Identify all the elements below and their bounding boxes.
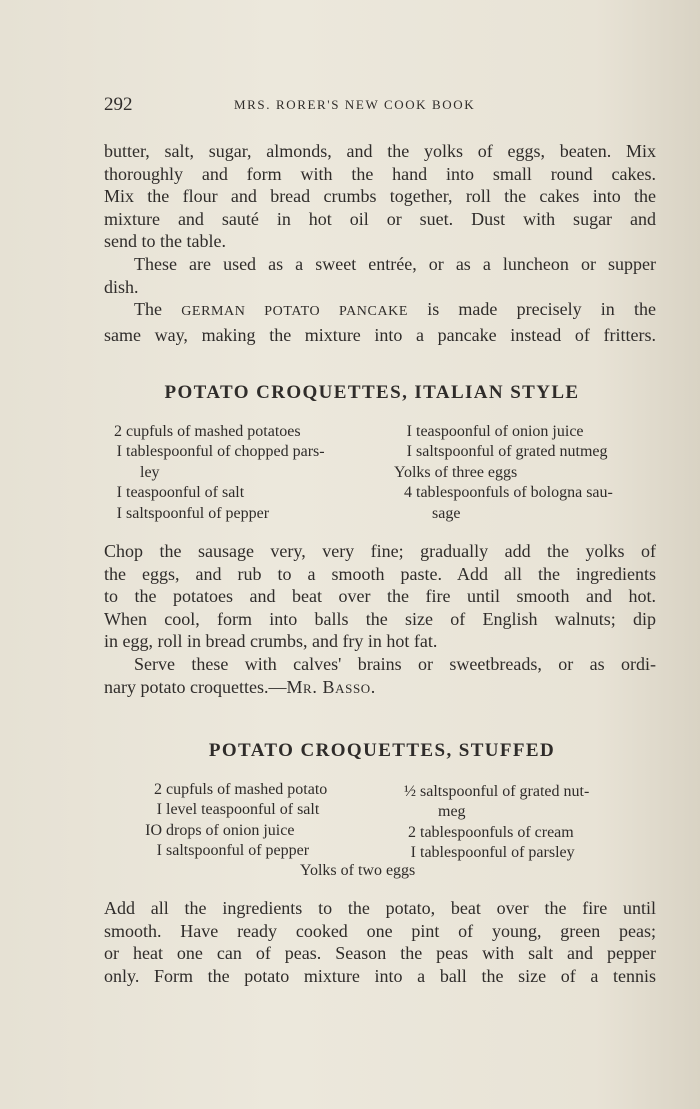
quantity: 2 <box>114 423 122 440</box>
ingredient-line <box>104 442 394 462</box>
quantity: I <box>406 423 412 440</box>
ingredient-text: Yolks of three eggs <box>394 463 518 481</box>
ingredient-line <box>394 823 656 843</box>
ingredient-text: level teaspoonful of salt <box>166 801 320 819</box>
ingredient-text: tablespoonful of chopped pars- <box>126 443 325 461</box>
text-line: the eggs, and rub to a smooth paste. Add all the ingredients <box>104 563 656 584</box>
ingredients-left <box>104 422 394 524</box>
text-line: mixture and sauté in hot oil or suet. Dust with sugar and <box>104 208 656 229</box>
page-number: 292 <box>104 94 133 115</box>
text-run: is made precisely in the <box>408 299 656 320</box>
text-line: Serve these with calves' brains or sweetbreads, or as ordi- <box>134 653 656 674</box>
ingredient-text: saltspoonful of grated nutmeg <box>416 443 608 461</box>
ingredient-continuation: sage <box>432 504 461 522</box>
text-line <box>104 676 656 699</box>
ingredient-line <box>104 422 394 442</box>
attribution: Mr. Basso. <box>286 676 376 697</box>
quantity: 2 <box>408 823 416 841</box>
ingredient-text: tablespoonfuls of bologna sau- <box>416 484 613 502</box>
quantity: I <box>116 484 122 502</box>
quantity: ½ <box>404 783 416 800</box>
ingredient-text: teaspoonful of onion juice <box>416 423 584 440</box>
small-caps-name: GERMAN POTATO PANCAKE <box>181 304 409 320</box>
method-text <box>104 897 656 987</box>
text-line: only. Form the potato mixture into a ball the size of a tennis <box>104 965 656 986</box>
ingredient-line <box>136 841 384 861</box>
quantity: I <box>410 844 416 862</box>
text-line: same way, making the mixture into a pancake instead of fritters. <box>104 324 656 345</box>
text-run: nary potato croquettes.— <box>104 676 287 697</box>
ingredient-line <box>394 442 664 462</box>
quantity: 4 <box>404 484 412 502</box>
text-line: to the potatoes and beat over the fire until smooth and hot. <box>104 586 656 607</box>
ingredients-right <box>394 782 656 864</box>
ingredient-line <box>136 780 384 800</box>
quantity: I <box>116 504 122 522</box>
ingredient-text: saltspoonful of pepper <box>126 504 270 522</box>
quantity: I <box>156 801 162 819</box>
ingredient-continuation: ley <box>140 463 160 481</box>
ingredient-line <box>136 800 384 820</box>
ingredient-continuation: meg <box>438 803 466 821</box>
intro-text <box>104 140 656 346</box>
text-line: Mix the flour and bread crumbs together, roll the cakes into the <box>104 186 656 207</box>
ingredient-line <box>394 422 664 442</box>
text-line: in egg, roll in bread crumbs, and fry in hot fat. <box>104 631 438 652</box>
text-line: or heat one can of peas. Season the peas with salt and pepper <box>104 943 656 964</box>
ingredient-text: cupfuls of mashed potatoes <box>126 423 301 440</box>
quantity: I <box>156 842 162 860</box>
ingredient-line: Yolks of two eggs <box>300 862 416 879</box>
text-line <box>104 298 656 324</box>
ingredients-left <box>136 780 384 862</box>
text-line: When cool, form into balls the size of English walnuts; dip <box>104 608 656 629</box>
ingredient-text: tablespoonful of parsley <box>420 844 575 862</box>
recipe-title: POTATO CROQUETTES, STUFFED <box>208 740 556 761</box>
ingredient-line <box>136 821 384 841</box>
text-line: butter, salt, sugar, almonds, and the yolks of eggs, beaten. Mix <box>104 141 656 161</box>
ingredients-right <box>394 422 664 524</box>
recipe-title: POTATO CROQUETTES, ITALIAN STYLE <box>164 382 580 403</box>
ingredient-line <box>104 504 394 524</box>
text-run: The <box>134 299 182 320</box>
method-text <box>104 540 656 698</box>
page-header <box>104 94 664 120</box>
quantity: I <box>116 443 122 461</box>
ingredient-line <box>394 843 656 863</box>
quantity: 2 <box>154 781 162 798</box>
text-line: Add all the ingredients to the potato, beat over the fire until <box>104 898 656 918</box>
ingredient-text: tablespoonfuls of cream <box>420 823 574 841</box>
quantity: IO <box>145 821 162 839</box>
running-title: MRS. RORER'S NEW COOK BOOK <box>234 97 476 112</box>
text-line: send to the table. <box>104 231 226 252</box>
text-line: thoroughly and form with the hand into small round cakes. <box>104 163 656 184</box>
ingredient-line <box>104 483 394 503</box>
text-line: These are used as a sweet entrée, or as a luncheon or supper <box>134 253 656 274</box>
ingredient-text: saltspoonful of pepper <box>166 842 310 860</box>
text-line: smooth. Have ready cooked one pint of young, green peas; <box>104 920 656 941</box>
text-line: Chop the sausage very, very fine; gradually add the yolks of <box>104 541 656 561</box>
text-line: dish. <box>104 276 139 297</box>
ingredient-line <box>394 483 664 503</box>
ingredient-text: cupfuls of mashed potato <box>166 781 328 798</box>
ingredient-line <box>394 463 664 483</box>
quantity: I <box>406 443 412 461</box>
ingredient-text: teaspoonful of salt <box>126 484 245 502</box>
ingredient-line <box>394 782 656 802</box>
ingredient-text: drops of onion juice <box>166 821 295 839</box>
ingredient-text: saltspoonful of grated nut- <box>420 783 590 800</box>
